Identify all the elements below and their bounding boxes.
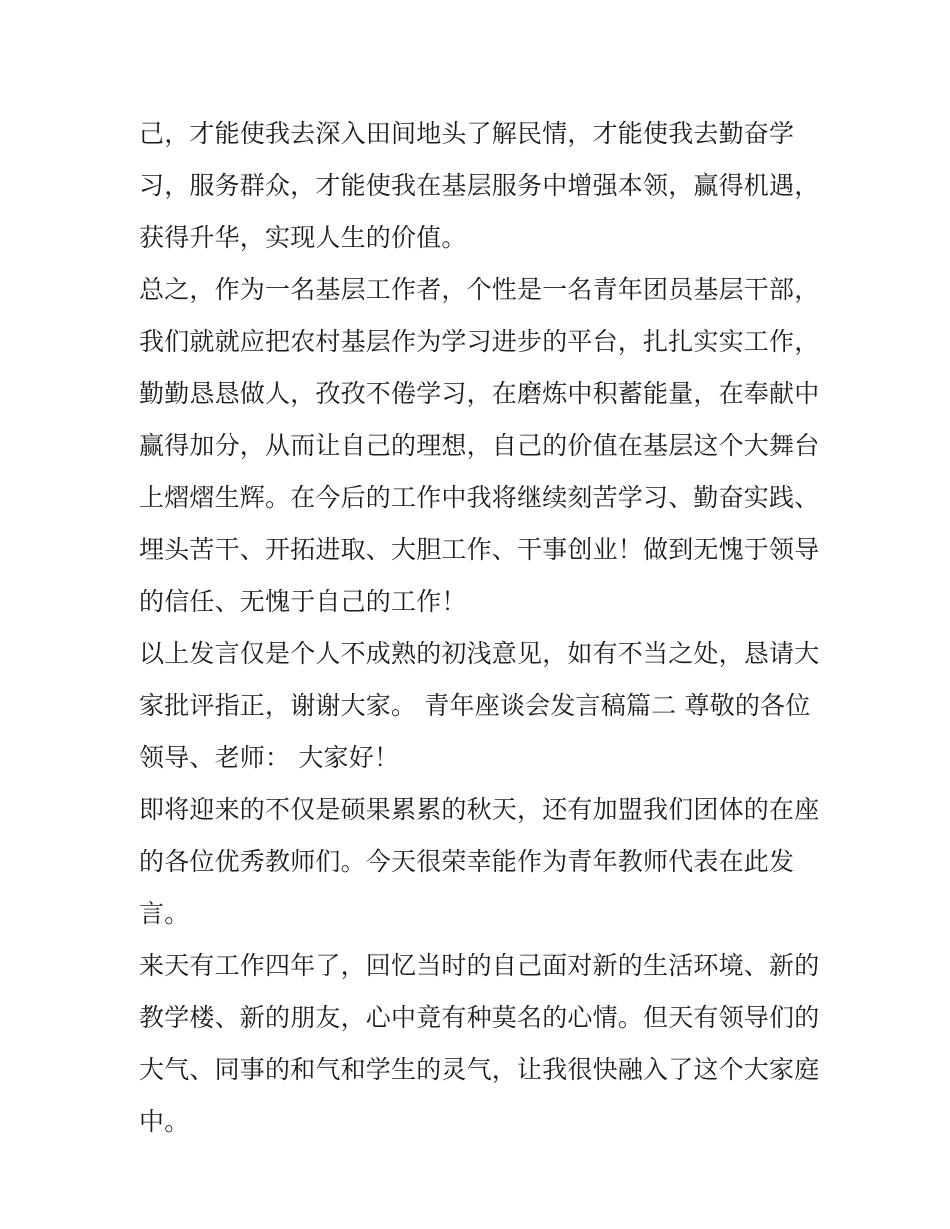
text-line: 的各位优秀教师们。今天很荣幸能作为青年教师代表在此发 <box>139 847 795 876</box>
text-line: 言。 <box>139 899 190 928</box>
text-line: 获得升华，实现人生的价值。 <box>139 223 467 252</box>
text-line: 我们就就应把农村基层作为学习进步的平台，扎扎实实工作， <box>139 327 820 356</box>
text-line: 家批评指正，谢谢大家。 青年座谈会发言稿篇二 尊敬的各位 <box>139 691 811 720</box>
text-line: 来天有工作四年了，回忆当时的自己面对新的生活环境、新的 <box>139 951 820 980</box>
text-line: 大气、同事的和气和学生的灵气，让我很快融入了这个大家庭 <box>139 1055 820 1084</box>
text-line: 勤勤恳恳做人，孜孜不倦学习，在磨炼中积蓄能量，在奉献中 <box>139 379 820 408</box>
document-body <box>139 108 819 1148</box>
text-line: 以上发言仅是个人不成熟的初浅意见，如有不当之处，恳请大 <box>139 639 820 668</box>
text-line: 习，服务群众，才能使我在基层服务中增强本领，赢得机遇， <box>139 171 820 200</box>
text-line: 总之，作为一名基层工作者，个性是一名青年团员基层干部， <box>139 275 820 304</box>
text-line: 即将迎来的不仅是硕果累累的秋天，还有加盟我们团体的在座 <box>139 795 820 824</box>
text-line: 埋头苦干、开拓进取、大胆工作、干事创业！做到无愧于领导 <box>139 535 820 564</box>
text-line: 赢得加分，从而让自己的理想，自己的价值在基层这个大舞台 <box>139 431 820 460</box>
text-line: 的信任、无愧于自己的工作！ <box>139 587 467 616</box>
text-line: 己，才能使我去深入田间地头了解民情，才能使我去勤奋学 <box>139 119 795 148</box>
text-line: 领导、老师： 大家好！ <box>139 743 400 772</box>
text-line: 上熠熠生辉。在今后的工作中我将继续刻苦学习、勤奋实践、 <box>139 483 820 512</box>
text-line: 教学楼、新的朋友，心中竟有种莫名的心情。但天有领导们的 <box>139 1003 820 1032</box>
text-line: 中。 <box>139 1107 190 1136</box>
